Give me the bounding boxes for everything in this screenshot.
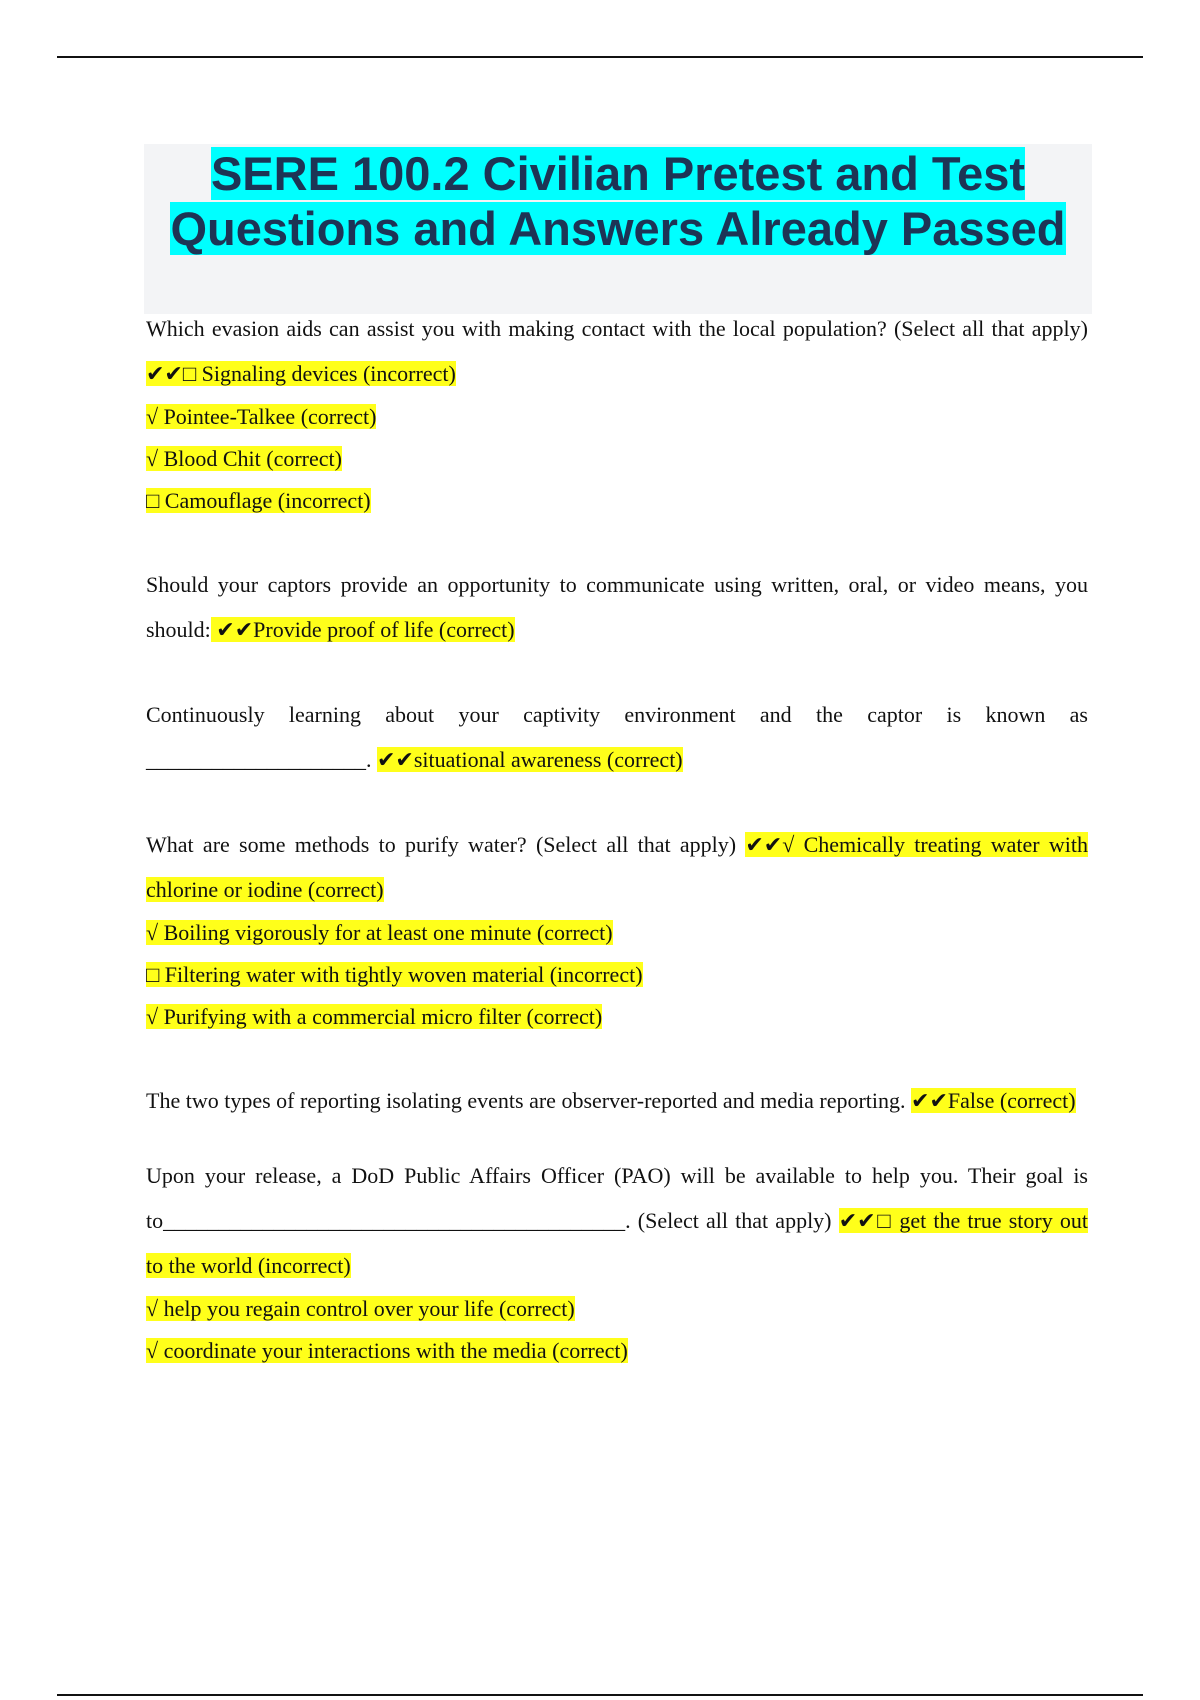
question-2 xyxy=(146,562,1088,652)
title-line-1: SERE 100.2 Civilian Pretest and Test xyxy=(210,147,1026,200)
question-1-answer: ✔✔□ Signaling devices (incorrect) xyxy=(146,361,456,386)
question-4 xyxy=(146,822,1088,912)
question-6-answer: ✔✔□ get the true story out to the world (incorrect) xyxy=(146,1208,1089,1278)
question-4-option: □ Filtering water with tightly woven material (incorrect) xyxy=(146,962,643,987)
question-4-text: What are some methods to purify water? (Select all that apply) xyxy=(146,832,737,857)
question-5-answer: ✔✔False (correct) xyxy=(911,1088,1076,1113)
question-1-option: □ Camouflage (incorrect) xyxy=(146,488,371,513)
question-3-text: Continuously learning about your captivity environment and the captor is known as xyxy=(146,702,1088,727)
question-6-option: √ coordinate your interactions with the media (correct) xyxy=(146,1338,628,1363)
question-1-option: √ Pointee-Talkee (correct) xyxy=(146,404,377,429)
top-rule xyxy=(57,56,1143,58)
question-3 xyxy=(146,692,1088,737)
question-6-text: Upon your release, a DoD Public Affairs Officer (PAO) will be available to help you. Their goal is to__________________________________________. (Select all that apply) xyxy=(146,1163,1088,1233)
page-title xyxy=(144,146,1092,256)
question-2-text: Should your captors provide an opportunity to communicate using written, oral, or video means, you should: xyxy=(146,572,1088,642)
title-line-2: Questions and Answers Already Passed xyxy=(170,202,1066,255)
question-6 xyxy=(146,1153,1088,1288)
question-4-answer: ✔✔√ Chemically treating water with chlorine or iodine (correct) xyxy=(146,832,1088,902)
question-5-text: The two types of reporting isolating events are observer-reported and media reporting. xyxy=(146,1088,906,1113)
question-5 xyxy=(146,1078,1088,1123)
question-2-answer: ✔✔Provide proof of life (correct) xyxy=(210,617,515,642)
question-3-line-2 xyxy=(146,737,1088,782)
question-1-option: √ Blood Chit (correct) xyxy=(146,446,342,471)
question-4-option: √ Purifying with a commercial micro filter (correct) xyxy=(146,1004,603,1029)
question-4-option: √ Boiling vigorously for at least one minute (correct) xyxy=(146,920,613,945)
document-body xyxy=(146,306,1088,1372)
question-3-blank: ____________________. xyxy=(146,747,372,772)
question-6-option: √ help you regain control over your life (correct) xyxy=(146,1296,575,1321)
bottom-rule xyxy=(57,1694,1143,1696)
question-1 xyxy=(146,306,1088,396)
question-3-answer: ✔✔situational awareness (correct) xyxy=(377,747,683,772)
question-1-text: Which evasion aids can assist you with making contact with the local population? (Select all that apply) xyxy=(146,316,1088,341)
